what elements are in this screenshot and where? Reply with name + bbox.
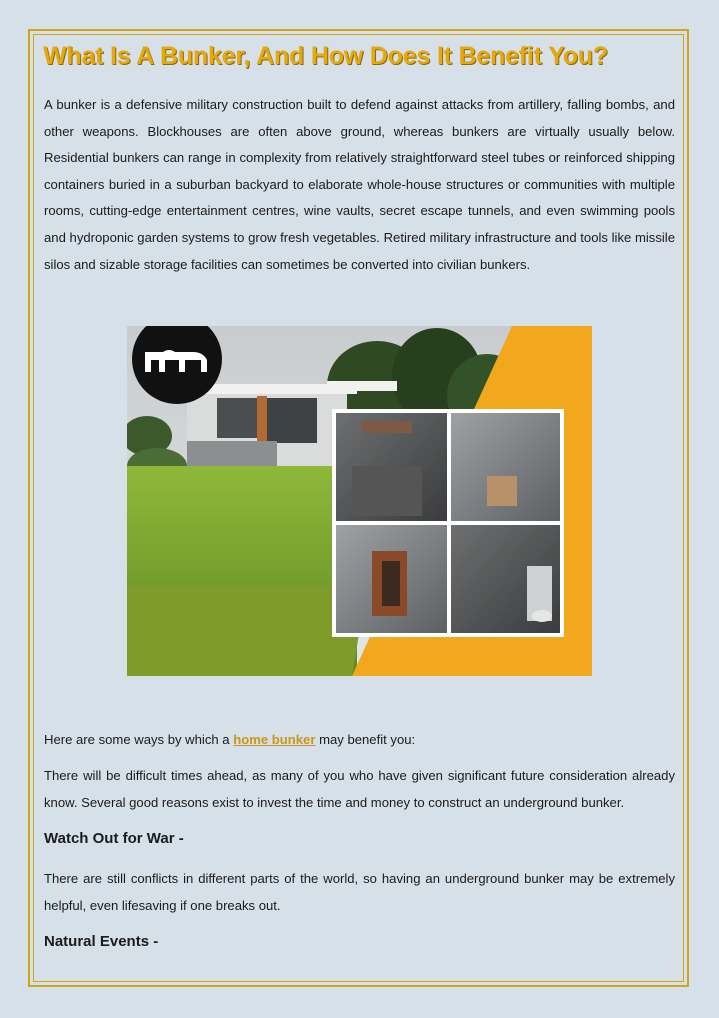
page-title: What Is A Bunker, And How Does It Benefit You? bbox=[43, 42, 608, 70]
ways-text-after: may benefit you: bbox=[315, 732, 416, 747]
war-heading: Watch Out for War - bbox=[44, 830, 184, 847]
natural-events-heading: Natural Events - bbox=[44, 933, 159, 950]
difficult-times-paragraph: There will be difficult times ahead, as many of you who have given significant future consideration already know. Several good reasons exist to invest the time and money to construct an underground bunker. bbox=[44, 768, 675, 810]
green-accent-band bbox=[127, 586, 367, 676]
war-paragraph: There are still conflicts in different parts of the world, so having an underground bunker may be extremely helpful, even lifesaving if one breaks out. bbox=[44, 871, 675, 913]
bunker-illustration bbox=[127, 326, 592, 676]
ways-text-before: Here are some ways by which a bbox=[44, 732, 234, 747]
bunker-photo-1 bbox=[336, 413, 447, 521]
intro-paragraph: A bunker is a defensive military construction built to defend against attacks from artillery, falling bombs, and other weapons. Blockhouses are often above ground, whereas bunkers are virtually usually below. Residential bunkers can range in complexity from relatively straightforward steel tubes or reinforced shipping containers buried in a suburban backyard to elaborate whole-house structures or communities with multiple rooms, cutting-edge entertainment centres, wine vaults, secret escape tunnels, and even swimming pools and hydroponic garden systems to grow fresh vegetables. Retired military infrastructure and tools like missile silos and sizable storage facilities can sometimes be converted into civilian bunkers. bbox=[44, 97, 675, 272]
ways-paragraph bbox=[44, 727, 675, 754]
home-bunker-link[interactable]: home bunker bbox=[233, 732, 316, 747]
bunker-illustration-svg bbox=[127, 326, 592, 676]
bunker-photo-2 bbox=[451, 413, 560, 521]
bunker-photo-4 bbox=[451, 525, 560, 633]
bunker-photo-3 bbox=[336, 525, 447, 633]
